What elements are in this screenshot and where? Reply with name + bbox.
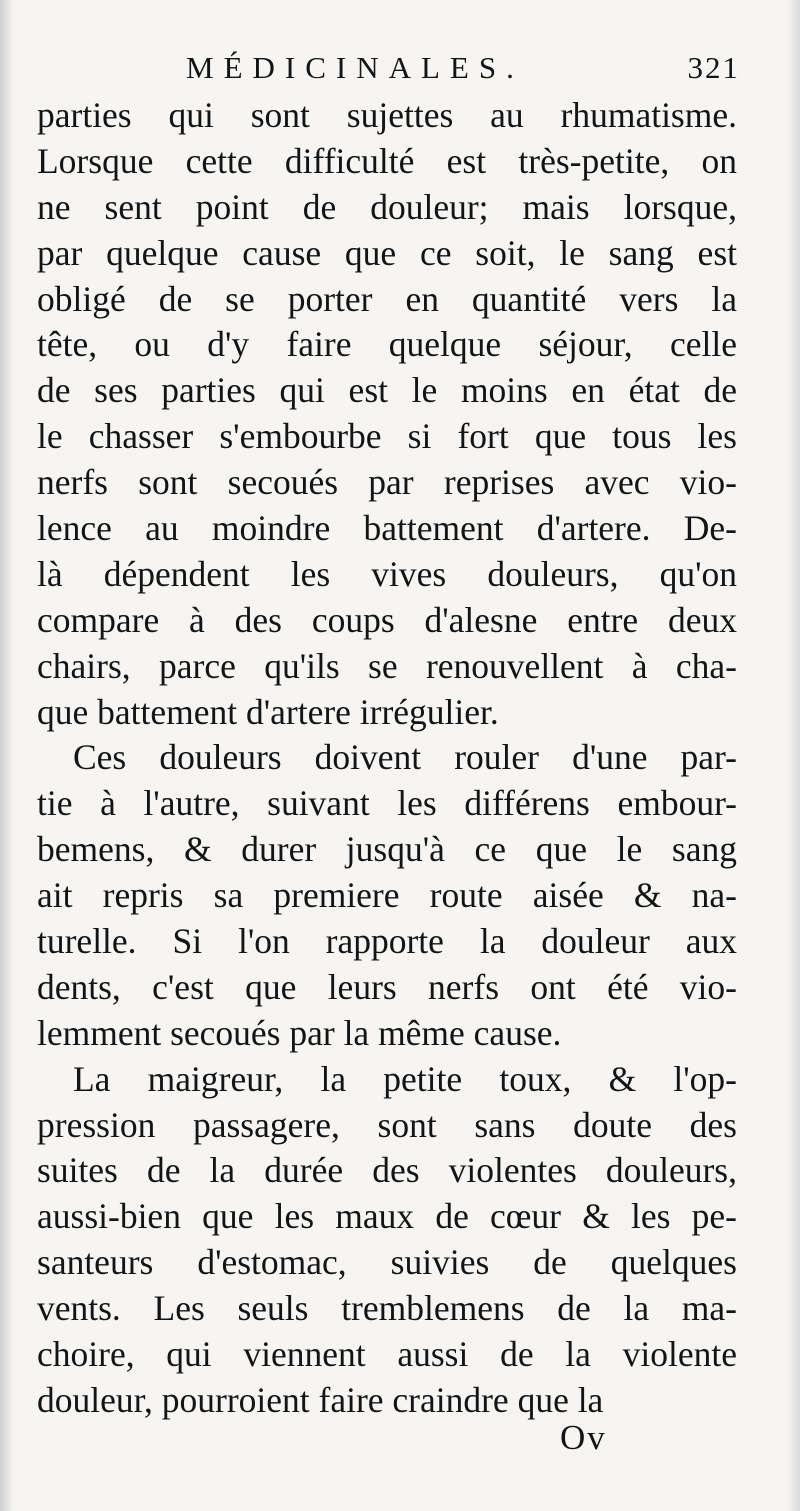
text-line: Lorsque cette difficulté est très-petite, on bbox=[37, 140, 737, 181]
paragraph bbox=[37, 735, 737, 1056]
text-line: tie à l'autre, suivant les différens embour- bbox=[37, 783, 737, 824]
text-line: compare à des coups d'alesne entre deux bbox=[37, 599, 737, 640]
text-line: suites de la durée des violentes douleurs, bbox=[37, 1150, 737, 1191]
text-line: dents, c'est que leurs nerfs ont été vio- bbox=[37, 966, 737, 1007]
text-line: douleur, pourroient faire craindre que la bbox=[37, 1379, 604, 1420]
text-line: obligé de se porter en quantité vers la bbox=[37, 278, 737, 319]
text-line: chairs, parce qu'ils se renouvellent à cha- bbox=[37, 645, 737, 686]
text-line: de ses parties qui est le moins en état de bbox=[37, 370, 737, 411]
paragraph bbox=[37, 93, 737, 735]
paragraph bbox=[37, 1057, 737, 1424]
text-line: ne sent point de douleur; mais lorsque, bbox=[37, 186, 737, 227]
text-line: par quelque cause que ce soit, le sang est bbox=[37, 232, 737, 273]
text-line: Ces douleurs doivent rouler d'une par- bbox=[73, 737, 737, 778]
page-edge-shadow bbox=[788, 0, 800, 1511]
page-number: 321 bbox=[687, 50, 740, 85]
text-line: nerfs sont secoués par reprises avec vio- bbox=[37, 462, 737, 503]
page-header bbox=[40, 50, 740, 96]
text-body bbox=[37, 93, 737, 1424]
text-line: bemens, & durer jusqu'à ce que le sang bbox=[37, 829, 737, 870]
text-line: que battement d'artere irrégulier. bbox=[37, 691, 499, 732]
text-line: le chasser s'embourbe si fort que tous les bbox=[37, 416, 737, 457]
text-line: aussi-bien que les maux de cœur & les pe- bbox=[37, 1196, 737, 1237]
text-line: pression passagere, sont sans doute des bbox=[37, 1104, 737, 1145]
text-line: lemment secoués par la même cause. bbox=[37, 1012, 562, 1053]
text-line: santeurs d'estomac, suivies de quelques bbox=[37, 1242, 737, 1283]
text-line: La maigreur, la petite toux, & l'op- bbox=[73, 1058, 737, 1099]
text-line: choire, qui viennent aussi de la violente bbox=[37, 1334, 737, 1375]
page-gutter-shadow bbox=[0, 0, 14, 1511]
text-line: là dépendent les vives douleurs, qu'on bbox=[37, 553, 737, 594]
text-line: parties qui sont sujettes au rhumatisme. bbox=[37, 95, 737, 135]
running-title: MÉDICINALES. bbox=[186, 50, 524, 85]
text-line: vents. Les seuls tremblemens de la ma- bbox=[37, 1288, 737, 1329]
text-line: ait repris sa premiere route aisée & na- bbox=[37, 875, 737, 916]
text-line: turelle. Si l'on rapporte la douleur aux bbox=[37, 921, 737, 962]
text-line: tête, ou d'y faire quelque séjour, celle bbox=[37, 324, 737, 365]
text-line: lence au moindre battement d'artere. De- bbox=[37, 508, 737, 549]
signature-mark: Ov bbox=[560, 1418, 607, 1457]
